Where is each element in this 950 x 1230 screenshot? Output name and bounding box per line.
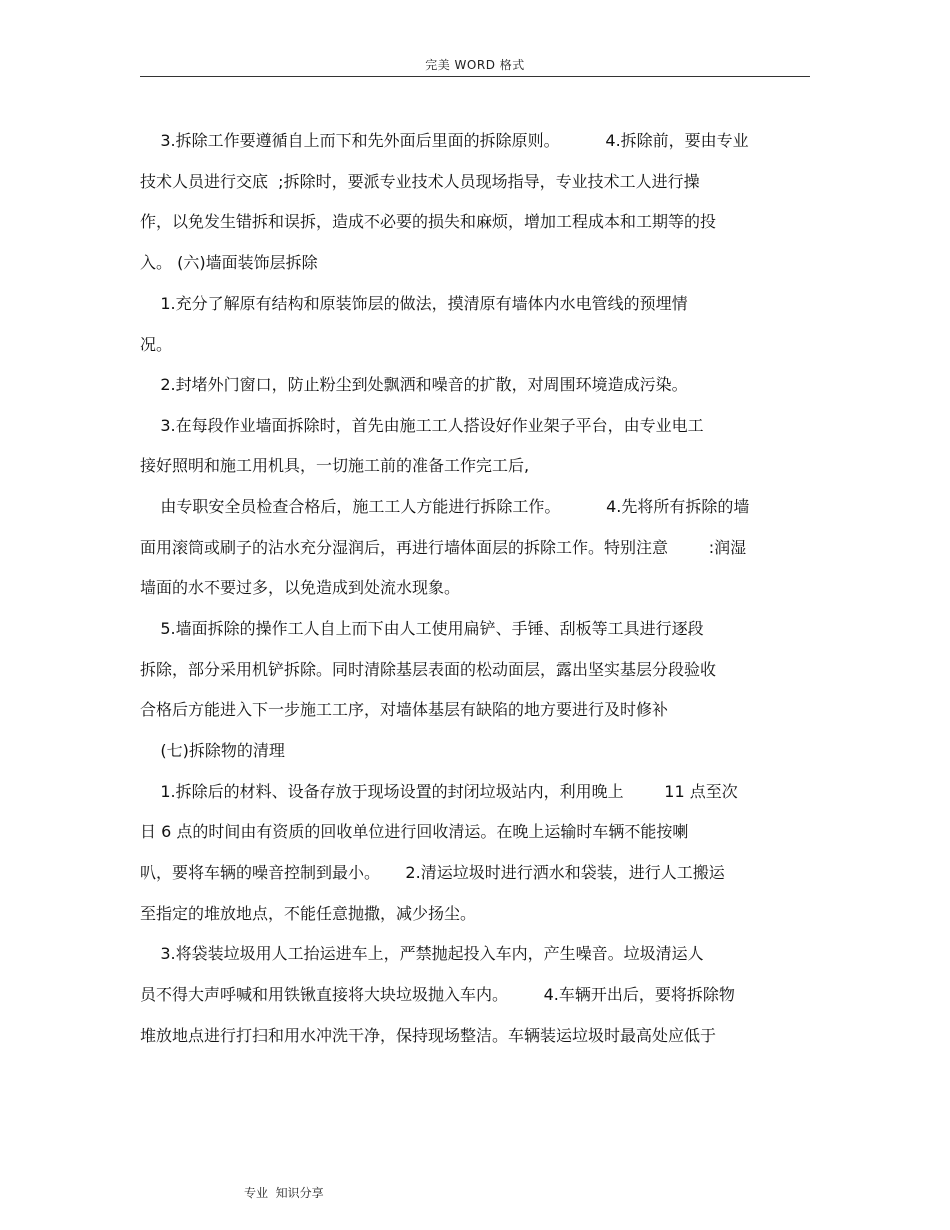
text-line: 5.墙面拆除的操作工人自上而下由人工使用扁铲、手锤、刮板等工具进行逐段 xyxy=(140,619,704,638)
text-line: 入。 (六)墙面装饰层拆除 xyxy=(140,253,318,272)
text-line: 日 6 点的时间由有资质的回收单位进行回收清运。在晚上运输时车辆不能按喇 xyxy=(140,822,689,841)
text-line: 拆除，部分采用机铲拆除。同时清除基层表面的松动面层，露出坚实基层分段验收 xyxy=(140,660,717,679)
text-line: 至指定的堆放地点，不能任意抛撒，减少扬尘。 xyxy=(140,904,477,923)
text-line: 合格后方能进入下一步施工工序，对墙体基层有缺陷的地方要进行及时修补 xyxy=(140,700,669,719)
text-line: 况。 xyxy=(140,335,173,354)
text-line: 作，以免发生错拆和误拆，造成不必要的损失和麻烦，增加工程成本和工期等的投 xyxy=(140,212,717,231)
text-line: 3.拆除工作要遵循自上而下和先外面后里面的拆除原则。 4.拆除前，要由专业 xyxy=(140,131,749,150)
text-line: 3.在每段作业墙面拆除时，首先由施工工人搭设好作业架子平台，由专业电工 xyxy=(140,416,704,435)
page-header: 完美 WORD 格式 xyxy=(425,58,525,72)
text-line: 堆放地点进行打扫和用水冲洗干净，保持现场整洁。车辆装运垃圾时最高处应低于 xyxy=(140,1026,717,1045)
text-line: 接好照明和施工用机具，一切施工前的准备工作完工后, xyxy=(140,456,530,475)
text-line: 1.拆除后的材料、设备存放于现场设置的封闭垃圾站内，利用晚上 11 点至次 xyxy=(140,782,738,801)
text-line: 叭，要将车辆的噪音控制到最小。 2.清运垃圾时进行洒水和袋装，进行人工搬运 xyxy=(140,863,725,882)
text-line: 3.将袋装垃圾用人工抬运进车上，严禁抛起投入车内，产生噪音。垃圾清运人 xyxy=(140,944,704,963)
text-line: 由专职安全员检查合格后，施工工人方能进行拆除工作。 4.先将所有拆除的墙 xyxy=(140,497,750,516)
text-line: 技术人员进行交底 ;拆除时，要派专业技术人员现场指导，专业技术工人进行操 xyxy=(140,172,700,191)
page-footer: 专业 知识分享 xyxy=(244,1186,324,1200)
text-line: (七)拆除物的清理 xyxy=(140,741,285,760)
text-line: 员不得大声呼喊和用铁锹直接将大块垃圾抛入车内。 4.车辆开出后，要将拆除物 xyxy=(140,985,735,1004)
text-line: 2.封堵外门窗口，防止粉尘到处飘洒和噪音的扩散，对周围环境造成污染。 xyxy=(140,375,688,394)
header-divider xyxy=(140,76,810,77)
text-line: 1.充分了解原有结构和原装饰层的做法，摸清原有墙体内水电管线的预埋情 xyxy=(140,294,688,313)
text-line: 面用滚筒或刷子的沾水充分湿润后，再进行墙体面层的拆除工作。特别注意 :润湿 xyxy=(140,538,747,557)
text-line: 墙面的水不要过多，以免造成到处流水现象。 xyxy=(140,578,461,597)
